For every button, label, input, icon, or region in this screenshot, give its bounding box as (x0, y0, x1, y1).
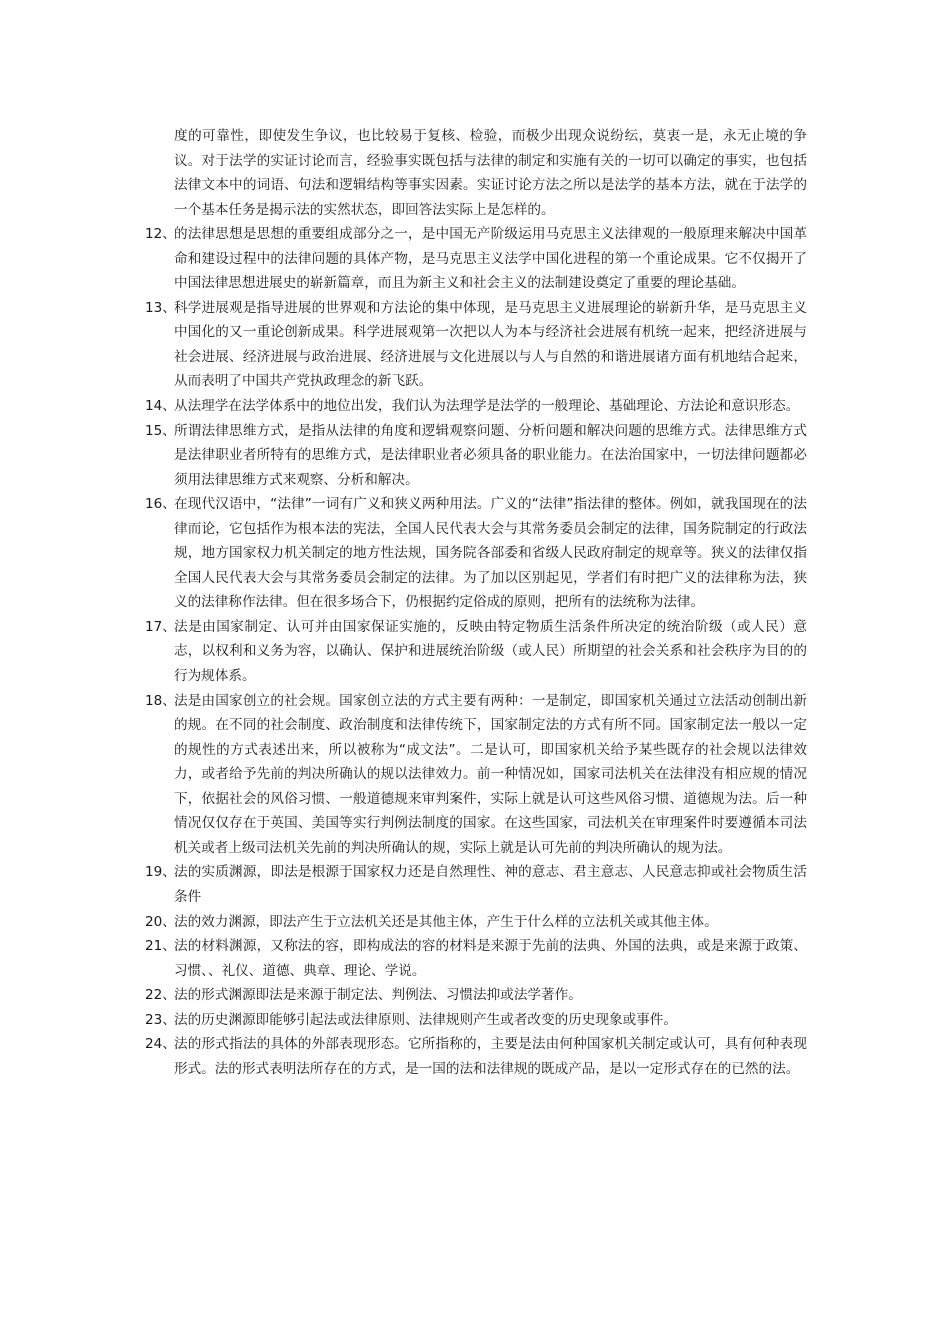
paragraph-number: 17、 (145, 618, 176, 635)
paragraph-text: 法是由国家创立的社会规。国家创立法的方式主要有两种：一是制定，即国家机关通过立法活动创制出新的规。在不同的社会制度、政治制度和法律传统下，国家制定法的方式有所不同。国家制定法一般以一定的规性的方式表述出来，所以被称为“成文法”。二是认可，即国家机关给予某些既存的社会规以法律效力，或者给予先前的判决所确认的规以法律效力。前一种情况如，国家司法机关在法律没有相应规的情况下，依据社会的风俗习惯、一般道德规来审判案件，实际上就是认可这些风俗习惯、道德规为法。后一种情况仅仅存在于英国、美国等实行判例法制度的国家。在这些国家，司法机关在审理案件时要遵循本司法机关或者上级司法机关先前的判决所确认的规，实际上就是认可先前的判决所确认的规为法。 (174, 692, 807, 856)
paragraph-number: 13、 (145, 299, 176, 316)
paragraph-15 (145, 419, 807, 493)
paragraph-20 (145, 910, 807, 935)
paragraph-text: 法是由国家制定、认可并由国家保证实施的，反映由特定物质生活条件所决定的统治阶级（或人民）意志，以权利和义务为容，以确认、保护和进展统治阶级（或人民）所期望的社会关系和社会秩序为目的的行为规体系。 (174, 618, 807, 685)
paragraph-12 (145, 222, 807, 296)
paragraph-text: 法的历史渊源即能够引起法或法律原则、法律规则产生或者改变的历史现象或事件。 (174, 1011, 677, 1028)
paragraph-text: 法的形式指法的具体的外部表现形态。它所指称的，主要是法由何种国家机关制定或认可，具有何种表现形式。法的形式表明法所存在的方式，是一国的法和法律规的既成产品，是以一定形式存在的已然的法。 (174, 1036, 807, 1077)
paragraph-22 (145, 983, 807, 1008)
paragraph-number: 23、 (145, 1011, 176, 1028)
paragraph-24 (145, 1032, 807, 1081)
paragraph-text: 度的可靠性，即使发生争议，也比较易于复核、检验，而极少出现众说纷纭，莫衷一是，永无止境的争议。对于法学的实证讨论而言，经验事实既包括与法律的制定和实施有关的一切可以确定的事实，也包括法律文本中的词语、句法和逻辑结构等事实因素。实证讨论方法之所以是法学的基本方法，就在于法学的一个基本任务是揭示法的实然状态，即回答法实际上是怎样的。 (174, 128, 807, 218)
paragraph-23 (145, 1008, 807, 1033)
paragraph-text: 科学进展观是指导进展的世界观和方法论的集中体现，是马克思主义进展理论的崭新升华，是马克思主义中国化的又一重论创新成果。科学进展观第一次把以人为本与经济社会进展有机统一起来，把经济进展与社会进展、经济进展与政治进展、经济进展与文化进展以与人与自然的和谐进展诸方面有机地结合起来，从而表明了中国共产党执政理念的新飞跃。 (174, 299, 807, 390)
paragraph-14 (145, 394, 807, 419)
paragraph-number: 12、 (145, 226, 176, 243)
paragraph-text: 的法律思想是思想的重要组成部分之一，是中国无产阶级运用马克思主义法律观的一般原理来解决中国革命和建设过程中的法律问题的具体产物，是马克思主义法学中国化进程的第一个重论成果。它不仅揭开了中国法律思想进展史的崭新篇章，而且为新主义和社会主义的法制建设奠定了重要的理论基础。 (174, 226, 807, 292)
paragraph-continued (145, 124, 807, 222)
paragraph-17 (145, 615, 807, 689)
paragraph-number: 15、 (145, 422, 176, 439)
paragraph-18 (145, 689, 807, 861)
paragraph-number: 19、 (145, 864, 176, 881)
paragraph-number: 16、 (145, 496, 176, 513)
paragraph-text: 法的实质渊源，即法是根源于国家权力还是自然理性、神的意志、君主意志、人民意志抑或社会物质生活条件 (174, 864, 807, 905)
paragraph-number: 14、 (145, 398, 176, 415)
paragraph-19 (145, 860, 807, 909)
paragraph-13 (145, 296, 807, 394)
paragraph-text: 法的效力渊源，即法产生于立法机关还是其他主体，产生于什么样的立法机关或其他主体。 (174, 913, 718, 930)
paragraph-text: 法的形式渊源即法是来源于制定法、判例法、习惯法抑或法学著作。 (174, 987, 582, 1004)
document-body (145, 124, 807, 1081)
paragraph-number: 20、 (145, 913, 176, 930)
paragraph-21 (145, 934, 807, 983)
paragraph-16 (145, 492, 807, 615)
paragraph-text: 法的材料渊源，又称法的容，即构成法的容的材料是来源于先前的法典、外国的法典，或是来源于政策、习惯、、礼仪、道德、典章、理论、学说。 (174, 938, 807, 979)
paragraph-text: 从法理学在法学体系中的地位出发，我们认为法理学是法学的一般理论、基础理论、方法论和意识形态。 (174, 398, 800, 415)
paragraph-number: 21、 (145, 938, 176, 955)
paragraph-text: 所谓法律思维方式，是指从法律的角度和逻辑观察问题、分析问题和解决问题的思维方式。法律思维方式是法律职业者所特有的思维方式，是法律职业者必须具备的职业能力。在法治国家中，一切法律问题都必须用法律思维方式来观察、分析和解决。 (174, 422, 807, 488)
paragraph-number: 22、 (145, 987, 176, 1004)
paragraph-number: 24、 (145, 1036, 176, 1053)
paragraph-number: 18、 (145, 692, 176, 709)
paragraph-text: 在现代汉语中，“法律”一词有广义和狭义两种用法。广义的“法律”指法律的整体。例如，就我国现在的法律而论，它包括作为根本法的宪法，全国人民代表大会与其常务委员会制定的法律，国务院制定的行政法规，地方国家权力机关制定的地方性法规，国务院各部委和省级人民政府制定的规章等。狭义的法律仅指全国人民代表大会与其常务委员会制定的法律。为了加以区别起见，学者们有时把广义的法律称为法，狭义的法律称作法律。但在很多场合下，仍根据约定俗成的原则，把所有的法统称为法律。 (174, 496, 807, 611)
